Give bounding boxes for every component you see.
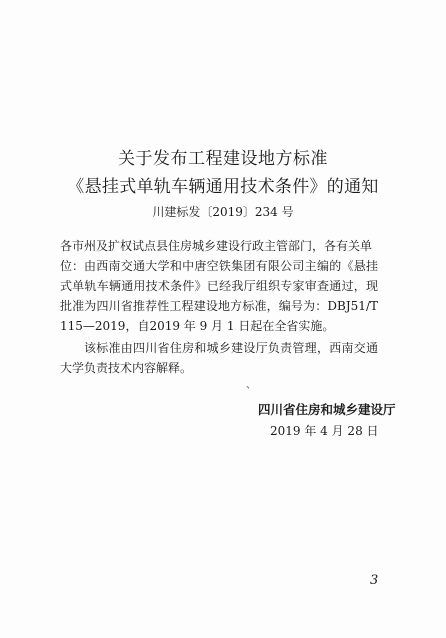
page-number: 3: [370, 573, 379, 588]
notice-title-line-1: 关于发布工程建设地方标准: [118, 149, 328, 169]
stray-mark: 、: [246, 380, 256, 391]
notice-title-line-2: 《悬挂式单轨车辆通用技术条件》的通知: [67, 177, 379, 197]
signature-organization: 四川省住房和城乡建设厅: [258, 402, 396, 417]
signature-date: 2019 年 4 月 28 日: [270, 424, 379, 438]
body-paragraph-1: 由西南交通大学和中唐空铁集团有限公司主编的《悬挂式单轨车辆通用技术条件》已经我厅组织专家审查通过，现批准为四川省推荐性工程建设地方标准，编号为：DBJ51/T 115—2019，自2019 年 9 月 1 日起在全省实施。: [60, 259, 378, 333]
salutation: 各市州及扩权试点县住房城乡建设行政主管部门，各有关单位：: [60, 239, 373, 273]
body-paragraph-2: 该标准由四川省住房和城乡建设厅负责管理，西南交通大学负责技术内容解释。: [60, 341, 378, 375]
document-number: 川建标发〔2019〕234 号: [152, 205, 294, 219]
